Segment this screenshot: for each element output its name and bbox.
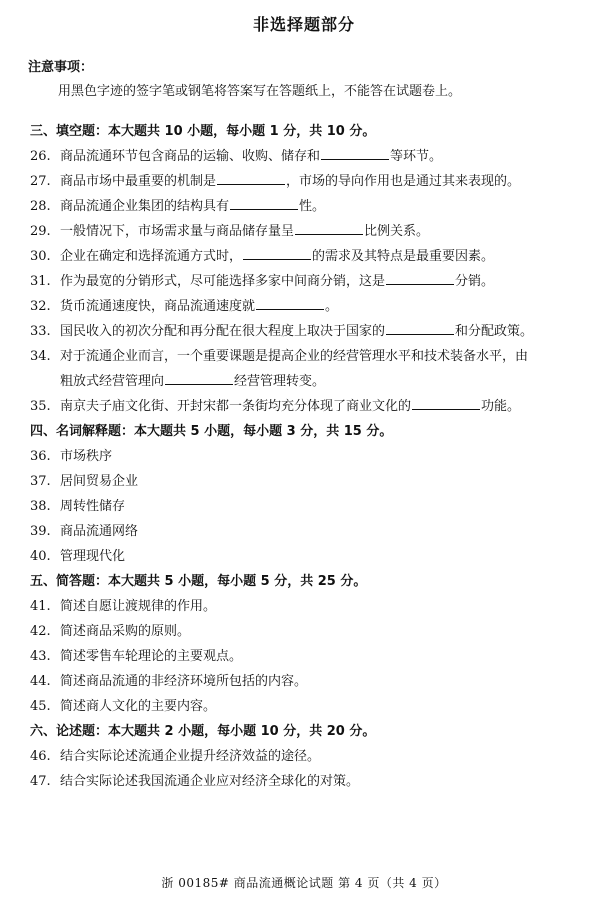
answer-blank (386, 270, 454, 285)
question-29 (0, 219, 608, 244)
question-text: 南京夫子庙文化街、开封宋都一条街均充分体现了商业文化的 (60, 399, 412, 414)
question-38 (0, 494, 608, 519)
question-35 (0, 394, 608, 419)
section-heading: 四、名词解释题：本大题共 5 小题，每小题 3 分，共 15 分。 (30, 424, 393, 439)
answer-blank (165, 370, 233, 385)
question-text-tail: 和分配政策。 (455, 324, 534, 339)
question-list (0, 119, 608, 794)
question-text: 简述商品流通的非经济环境所包括的内容。 (60, 674, 308, 689)
question-number: 36. (30, 449, 51, 464)
question-text-tail: 的需求及其特点是最重要因素。 (312, 249, 495, 264)
question-text: 结合实际论述我国流通企业应对经济全球化的对策。 (60, 774, 360, 789)
question-text: 商品流通环节包含商品的运输、收购、储存和 (60, 149, 321, 164)
question-30 (0, 244, 608, 269)
question-number: 46. (30, 749, 51, 764)
question-28 (0, 194, 608, 219)
answer-blank (295, 220, 363, 235)
question-number: 30. (30, 249, 51, 264)
question-number: 44. (30, 674, 51, 689)
question-number: 43. (30, 649, 51, 664)
question-text: 管理现代化 (60, 549, 126, 564)
question-number: 29. (30, 224, 51, 239)
question-text-tail: 等环节。 (390, 149, 443, 164)
page-footer: 浙 00185# 商品流通概论试题 第 4 页（共 4 页） (161, 876, 447, 890)
question-text: 企业在确定和选择流通方式时， (60, 249, 243, 264)
section-heading: 五、简答题：本大题共 5 小题，每小题 5 分，共 25 分。 (30, 574, 367, 589)
question-31 (0, 269, 608, 294)
question-42 (0, 619, 608, 644)
question-text: 结合实际论述流通企业提升经济效益的途径。 (60, 749, 321, 764)
question-number: 42. (30, 624, 51, 639)
question-text: 商品流通网络 (60, 524, 139, 539)
question-number: 35. (30, 399, 51, 414)
question-45 (0, 694, 608, 719)
answer-blank (256, 295, 324, 310)
question-number: 27. (30, 174, 51, 189)
question-43 (0, 644, 608, 669)
question-number: 34. (30, 349, 51, 364)
question-44 (0, 669, 608, 694)
question-46 (0, 744, 608, 769)
question-34-continued (0, 369, 608, 394)
question-39 (0, 519, 608, 544)
question-text-tail: 性。 (299, 199, 326, 214)
question-text-tail: 功能。 (481, 399, 521, 414)
question-text: 作为最宽的分销形式，尽可能选择多家中间商分销，这是 (60, 274, 386, 289)
answer-blank (321, 145, 389, 160)
question-number: 39. (30, 524, 51, 539)
question-36 (0, 444, 608, 469)
question-40 (0, 544, 608, 569)
question-number: 40. (30, 549, 51, 564)
question-32 (0, 294, 608, 319)
question-47 (0, 769, 608, 794)
question-number: 38. (30, 499, 51, 514)
notice-heading: 注意事项： (28, 60, 94, 75)
question-text-tail: 经营管理转变。 (234, 374, 326, 389)
question-text: 周转性储存 (60, 499, 126, 514)
page-title: 非选择题部分 (252, 15, 355, 34)
question-34 (0, 344, 608, 369)
question-number: 31. (30, 274, 51, 289)
question-26 (0, 144, 608, 169)
question-text: 国民收入的初次分配和再分配在很大程度上取决于国家的 (60, 324, 386, 339)
section-heading: 六、论述题：本大题共 2 小题，每小题 10 分，共 20 分。 (30, 724, 376, 739)
question-text: 简述自愿让渡规律的作用。 (60, 599, 217, 614)
answer-blank (217, 170, 285, 185)
question-number: 37. (30, 474, 51, 489)
notice-text: 用黑色字迹的签字笔或钢笔将答案写在答题纸上，不能答在试题卷上。 (58, 84, 462, 99)
question-text-tail: 。 (325, 299, 339, 314)
answer-blank (386, 320, 454, 335)
question-text: 简述商人文化的主要内容。 (60, 699, 217, 714)
answer-blank (243, 245, 311, 260)
section-heading: 三、填空题：本大题共 10 小题，每小题 1 分，共 10 分。 (30, 124, 376, 139)
question-number: 26. (30, 149, 51, 164)
question-number: 41. (30, 599, 51, 614)
question-number: 47. (30, 774, 51, 789)
question-33 (0, 319, 608, 344)
question-27 (0, 169, 608, 194)
question-text: 一般情况下，市场需求量与商品储存量呈 (60, 224, 295, 239)
question-text-tail: ，市场的导向作用也是通过其来表现的。 (286, 174, 521, 189)
question-text: 商品市场中最重要的机制是 (60, 174, 217, 189)
answer-blank (412, 395, 480, 410)
question-text-tail: 比例关系。 (364, 224, 430, 239)
question-text: 粗放式经营管理向 (60, 374, 165, 389)
question-text: 居间贸易企业 (60, 474, 139, 489)
question-number: 45. (30, 699, 51, 714)
question-text-tail: 分销。 (455, 274, 495, 289)
question-number: 28. (30, 199, 51, 214)
question-text: 市场秩序 (60, 449, 113, 464)
question-text: 对于流通企业而言，一个重要课题是提高企业的经营管理水平和技术装备水平，由 (60, 349, 529, 364)
question-text: 商品流通企业集团的结构具有 (60, 199, 230, 214)
answer-blank (230, 195, 298, 210)
question-number: 32. (30, 299, 51, 314)
question-41 (0, 594, 608, 619)
question-text: 货币流通速度快，商品流通速度就 (60, 299, 256, 314)
question-37 (0, 469, 608, 494)
question-number: 33. (30, 324, 51, 339)
question-text: 简述商品采购的原则。 (60, 624, 191, 639)
question-text: 简述零售车轮理论的主要观点。 (60, 649, 243, 664)
